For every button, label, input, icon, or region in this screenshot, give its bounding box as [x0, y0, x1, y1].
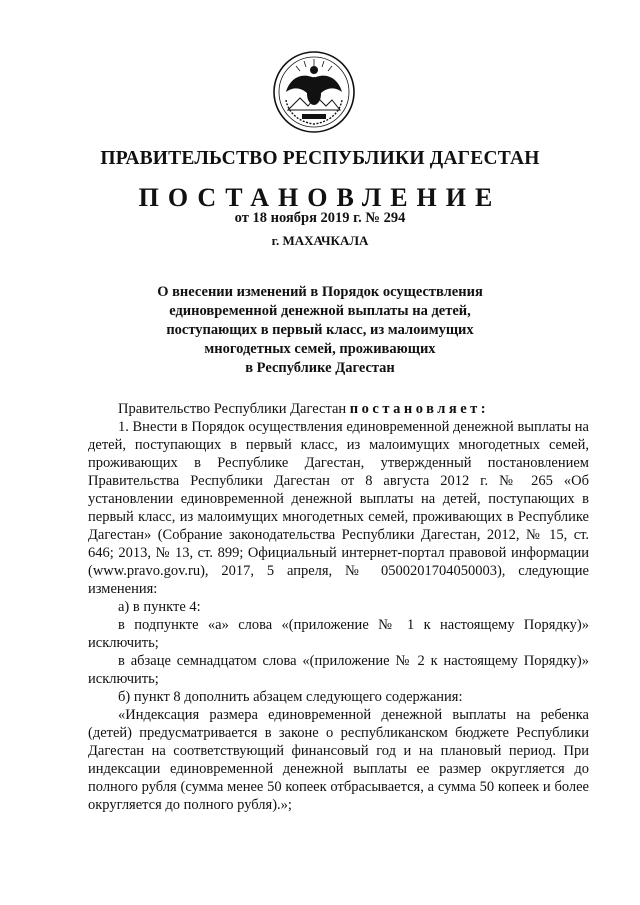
body-paragraph: «Индексация размера единовременной денежной выплаты на ребенка (детей) предусматривается в законе о республиканском бюджете Республики Дагестан на соответствующий финансовый год и на плановый период. При индексации единовременной денежной выплаты ее размер округляется до полного рубля (сумма менее 50 копеек отбрасывается, а сумма 50 копеек и более округляется до полного рубля).»;	[88, 707, 589, 813]
document-type: ПОСТАНОВЛЕНИЕ	[138, 183, 502, 212]
intro-paragraph	[88, 400, 589, 418]
intro-text: Правительство Республики Дагестан	[118, 401, 350, 417]
subject-line: О внесении изменений в Порядок осуществления	[157, 284, 483, 300]
body-paragraph: б) пункт 8 дополнить абзацем следующего содержания:	[118, 689, 463, 705]
government-name: ПРАВИТЕЛЬСТВО РЕСПУБЛИКИ ДАГЕСТАН	[100, 148, 540, 169]
body-paragraph: а) в пункте 4:	[118, 599, 201, 615]
document-date-number: от 18 ноября 2019 г. № 294	[234, 210, 406, 226]
intro-emphasis: постановляет:	[349, 401, 490, 417]
body-paragraph: в подпункте «а» слова «(приложение № 1 к настоящему Порядку)» исключить;	[88, 617, 589, 651]
document-subject	[0, 283, 640, 378]
subject-line: поступающих в первый класс, из малоимущих	[166, 322, 474, 338]
subject-line: в Республике Дагестан	[245, 360, 395, 376]
coat-of-arms-icon	[272, 50, 356, 134]
subject-line: единовременной денежной выплаты на детей,	[169, 303, 471, 319]
document-body	[88, 400, 589, 814]
body-paragraph: в абзаце семнадцатом слова «(приложение № 2 к настоящему Порядку)» исключить;	[88, 653, 589, 687]
subject-line: многодетных семей, проживающих	[204, 341, 436, 357]
document-city: г. МАХАЧКАЛА	[271, 233, 369, 248]
body-paragraph: 1. Внести в Порядок осуществления единовременной денежной выплаты на детей, поступающих в первый класс, из малоимущих многодетных семей, проживающих в Республике Дагестан, утвержденный постановлением Правительства Республики Дагестан от 8 августа 2012 г. № 265 «Об установлении единовременной денежной выплаты на детей, поступающих в первый класс, из малоимущих многодетных семей, проживающих в Республике Дагестан» (Собрание законодательства Республики Дагестан, 2012, № 15, ст. 646; 2013, № 13, ст. 899; Официальный интернет-портал правовой информации (www.pravo.gov.ru), 2017, 5 апреля, № 0500201704050003), следующие изменения:	[88, 419, 589, 597]
